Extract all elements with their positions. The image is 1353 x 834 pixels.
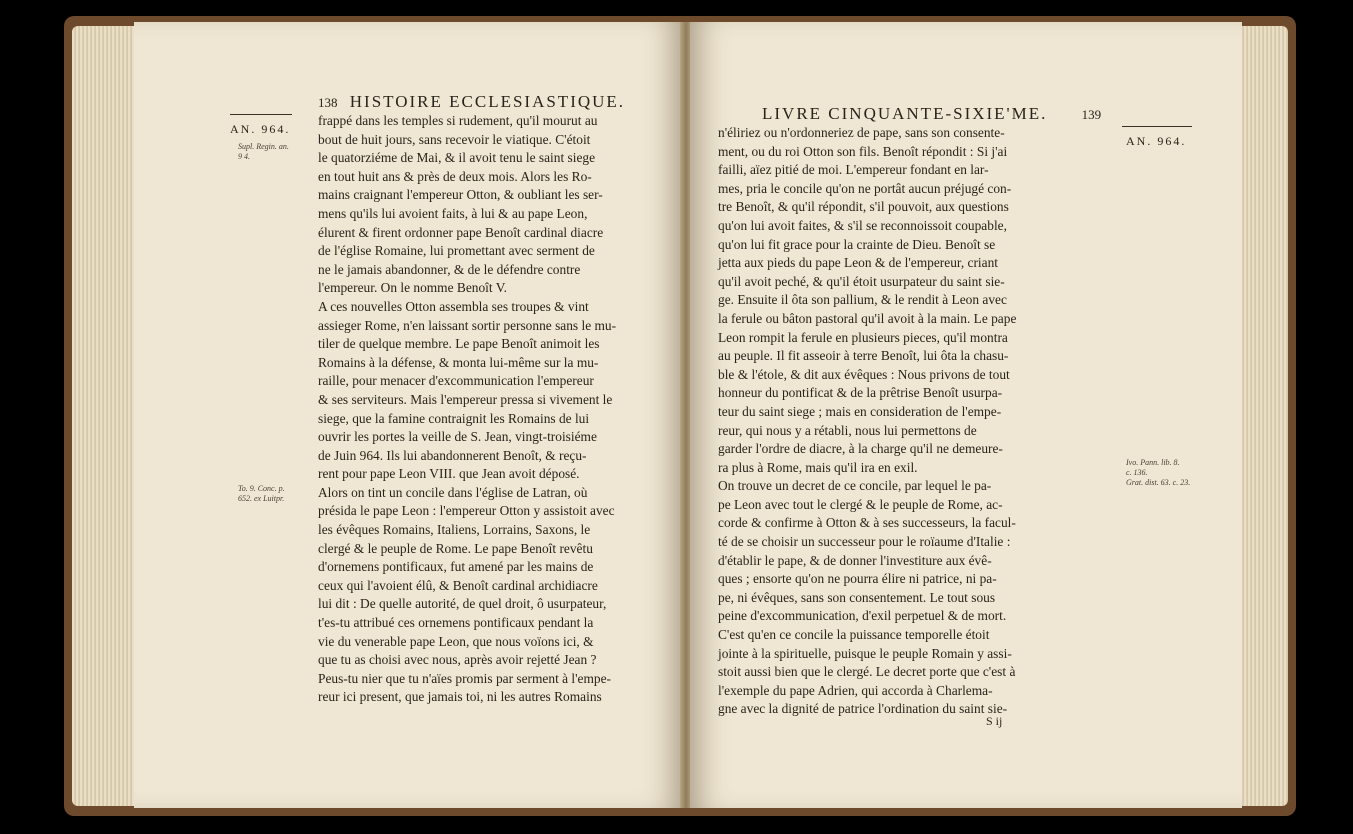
text-line: ceux qui l'avoient élû, & Benoît cardinal archidiacre xyxy=(318,577,598,593)
text-line: ge. Ensuite il ôta son pallium, & le rendit à Leon avec xyxy=(718,292,1007,308)
left-margin-rule xyxy=(230,114,292,115)
text-line: reur, qui nous y a rétabli, nous lui permettons de xyxy=(718,422,977,438)
text-line: qu'on lui fit grace pour la crainte de Dieu. Benoît se xyxy=(718,236,996,252)
margin-note-line: Supl. Regin. an. xyxy=(238,142,289,151)
text-line: d'ornemens pontificaux, fut amené par les mains de xyxy=(318,559,594,575)
text-line: stoit aussi bien que le clergé. Le decret porte que c'est à xyxy=(718,664,1016,680)
text-line: garder l'ordre de diacre, à la charge qu'il ne demeure- xyxy=(718,441,1003,457)
text-line: Romains à la défense, & monta lui-même sur la mu- xyxy=(318,354,599,370)
margin-note-line: 652. ex Luitpr. xyxy=(238,494,285,503)
text-line: A ces nouvelles Otton assembla ses troupes & vint xyxy=(318,298,589,314)
text-line: ble & l'étole, & dit aux évêques : Nous privons de tout xyxy=(718,366,1010,382)
text-line: C'est qu'en ce concile la puissance temporelle étoit xyxy=(718,627,990,643)
right-margin-rule xyxy=(1122,126,1192,127)
left-margin-year: AN. 964. xyxy=(230,122,291,136)
text-line: Alors on tint un concile dans l'église de Latran, où xyxy=(318,484,588,500)
margin-note-line: Ivo. Pann. lib. 8. xyxy=(1126,458,1180,467)
signature-mark: S ij xyxy=(986,714,1003,728)
left-body-text xyxy=(318,112,616,707)
text-line: On trouve un decret de ce concile, par lequel le pa- xyxy=(718,478,992,494)
text-line: honneur du pontificat & de la prêtrise Benoît usurpa- xyxy=(718,385,1003,401)
text-line: de Juin 964. Ils lui abandonnerent Benoît, & reçu- xyxy=(318,447,587,463)
text-line: siege, que la famine contraignit les Romains de lui xyxy=(318,410,590,426)
text-line: ouvrir les portes la veille de S. Jean, vingt-troisiéme xyxy=(318,429,597,445)
text-line: Peus-tu nier que tu n'aïes promis par serment à l'empe- xyxy=(318,670,612,686)
text-line: rent pour pape Leon VIII. que Jean avoit déposé. xyxy=(318,466,580,482)
text-line: assieger Rome, n'en laissant sortir personne sans le mu- xyxy=(318,317,617,333)
right-margin-note-1 xyxy=(1126,458,1190,488)
text-line: n'éliriez ou n'ordonneriez de pape, sans son consente- xyxy=(718,125,1005,140)
margin-note-line: Grat. dist. 63. c. 23. xyxy=(1126,478,1191,487)
right-margin-year: AN. 964. xyxy=(1126,134,1187,148)
text-line: mes, pria le concile qu'on ne portât aucun préjugé con- xyxy=(718,180,1012,196)
text-line: mens qu'ils lui avoient faits, à lui & au pape Leon, xyxy=(318,205,588,221)
text-line: ment, ou du roi Otton son fils. Benoît répondit : Si j'ai xyxy=(718,143,1008,159)
text-line: présida le pape Leon : l'empereur Otton y assistoit avec xyxy=(318,503,615,519)
text-line: ques ; ensorte qu'on ne pourra élire ni patrice, ni pa- xyxy=(718,571,997,587)
text-line: que tu as choisi avec nous, après avoir rejetté Jean ? xyxy=(318,652,597,668)
left-running-title: HISTOIRE ECCLESIASTIQUE. xyxy=(349,92,626,111)
text-line: t'es-tu attribué ces ornemens pontificaux pendant la xyxy=(318,615,594,631)
left-margin-note-1 xyxy=(238,142,289,162)
text-line: bout de huit jours, sans recevoir le viatique. C'étoit xyxy=(318,131,591,147)
text-line: qu'on lui avoit faites, & s'il se reconnoissoit coupable, xyxy=(718,217,1007,233)
text-line: corde & confirme à Otton & à ses successeurs, la facul- xyxy=(718,515,1016,531)
text-line: mains craignant l'empereur Otton, & oubliant les ser- xyxy=(318,187,603,203)
right-page xyxy=(690,22,1242,808)
text-line: ra plus à Rome, mais qu'il ira en exil. xyxy=(718,459,918,475)
text-line: frappé dans les temples si rudement, qu'il mourut au xyxy=(318,113,598,128)
right-running-title: LIVRE CINQUANTE-SIXIE'ME. xyxy=(762,104,1048,123)
text-line: Leon rompit la ferule en plusieurs pieces, qu'il montra xyxy=(718,329,1008,345)
text-line: vie du venerable pape Leon, que nous voïons ici, & xyxy=(318,633,594,649)
margin-note-line: 9 4. xyxy=(238,152,250,161)
left-margin-note-2 xyxy=(238,484,285,504)
margin-note-line: To. 9. Conc. p. xyxy=(238,484,285,493)
right-running-head xyxy=(762,104,1101,124)
text-line: de l'église Romaine, lui promettant avec serment de xyxy=(318,243,595,259)
left-running-head xyxy=(318,92,625,112)
text-line: au peuple. Il fit asseoir à terre Benoît, lui ôta la chasu- xyxy=(718,348,1009,364)
page-edges-right xyxy=(1236,26,1288,806)
text-line: lui dit : De quelle autorité, de quel droit, ô usurpateur, xyxy=(318,596,607,612)
left-page xyxy=(134,22,682,808)
text-line: qu'il avoit peché, & qu'il étoit usurpateur du saint sie- xyxy=(718,273,1005,289)
right-folio: 139 xyxy=(1081,107,1102,122)
text-line: jointe à la spirituelle, puisque le peuple Romain y assi- xyxy=(718,645,1012,661)
text-line: raille, pour menacer d'excommunication l'empereur xyxy=(318,373,594,389)
text-line: en tout huit ans & près de deux mois. Alors les Ro- xyxy=(318,168,592,184)
text-line: ne le jamais abandonner, & de le défendre contre xyxy=(318,261,581,277)
text-line: clergé & le peuple de Rome. Le pape Benoît revêtu xyxy=(318,540,593,556)
text-line: l'exemple du pape Adrien, qui accorda à Charlema- xyxy=(718,682,993,698)
text-line: pe, ni évêques, sans son consentement. Le tout sous xyxy=(718,589,996,605)
text-line: d'établir le pape, & de donner l'investiture aux évê- xyxy=(718,552,992,568)
text-line: tiler de quelque membre. Le pape Benoît animoit les xyxy=(318,336,600,352)
text-line: gne avec la dignité de patrice l'ordination du saint sie- xyxy=(718,701,1008,717)
text-line: jetta aux pieds du pape Leon & de l'empereur, criant xyxy=(718,255,998,271)
text-line: élurent & firent ordonner pape Benoît cardinal diacre xyxy=(318,224,604,240)
text-line: le quatorziéme de Mai, & il avoit tenu le saint siege xyxy=(318,150,596,166)
text-line: reur ici present, que jamais toi, ni les autres Romains xyxy=(318,689,602,705)
left-folio: 138 xyxy=(318,95,338,110)
text-line: & ses serviteurs. Mais l'empereur pressa si vivement le xyxy=(318,391,613,407)
right-body-text xyxy=(718,124,1016,719)
text-line: failli, aïez pitié de moi. L'empereur fondant en lar- xyxy=(718,162,989,178)
text-line: teur du saint siege ; mais en consideration de l'empe- xyxy=(718,403,1002,419)
text-line: té de se choisir un successeur pour le roïaume d'Italie : xyxy=(718,534,1011,550)
text-line: l'empereur. On le nomme Benoît V. xyxy=(318,280,507,296)
margin-note-line: c. 136. xyxy=(1126,468,1148,477)
text-line: peine d'excommunication, d'exil perpetuel & de mort. xyxy=(718,608,1007,624)
text-line: pe Leon avec tout le clergé & le peuple de Rome, ac- xyxy=(718,496,1003,512)
text-line: les évêques Romains, Italiens, Lorrains, Saxons, le xyxy=(318,522,591,538)
text-line: la ferule ou bâton pastoral qu'il avoit à la main. Le pape xyxy=(718,310,1017,326)
text-line: tre Benoît, & qu'il répondit, s'il pouvoit, aux questions xyxy=(718,199,1009,215)
